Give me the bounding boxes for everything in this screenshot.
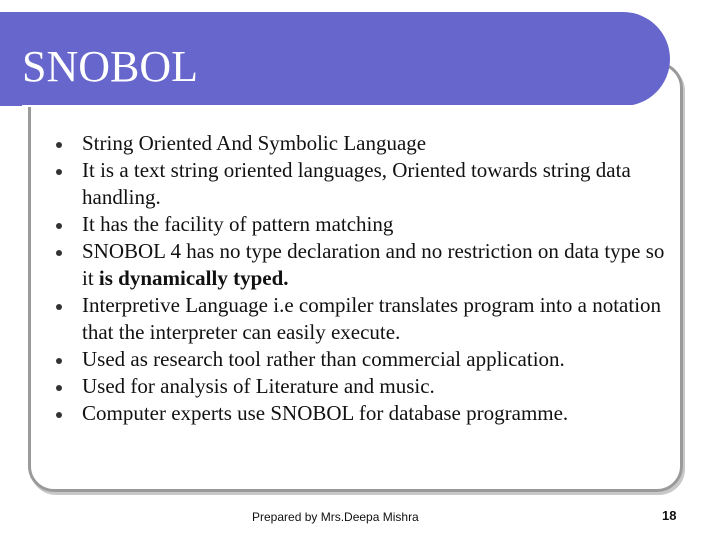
bullet-text: Used as research tool rather than commercial application. — [82, 347, 565, 371]
bullet-dot-icon — [56, 385, 62, 391]
bullet-item — [50, 238, 670, 292]
bullet-item — [50, 346, 670, 373]
bullet-item — [50, 400, 670, 427]
bullet-dot-icon — [56, 169, 62, 175]
bullet-item — [50, 373, 670, 400]
bullet-dot-icon — [56, 412, 62, 418]
bullet-text: Used for analysis of Literature and music. — [82, 374, 435, 398]
bullet-item — [50, 211, 670, 238]
bullet-text: It has the facility of pattern matching — [82, 212, 394, 236]
bullet-dot-icon — [56, 250, 62, 256]
bullet-text: Interpretive Language i.e compiler translates program into a notation that the interpreter can easily execute. — [82, 293, 662, 344]
bullet-item — [50, 130, 670, 157]
bullet-dot-icon — [56, 142, 62, 148]
page-number: 18 — [662, 508, 677, 523]
title-bar — [0, 12, 670, 106]
bullet-item — [50, 157, 670, 211]
bullet-bold-text: is dynamically typed. — [98, 266, 289, 290]
bullet-text: It is a text string oriented languages, Oriented towards string data handling. — [82, 158, 631, 209]
bullet-dot-icon — [56, 304, 62, 310]
bullet-item — [50, 292, 670, 346]
bullet-text: Computer experts use SNOBOL for database programme. — [82, 401, 569, 425]
bullet-list — [50, 130, 670, 427]
slide-title: SNOBOL — [22, 42, 199, 91]
title-underline — [22, 105, 637, 107]
slide-footer: Prepared by Mrs.Deepa Mishra — [252, 510, 419, 524]
bullet-text: String Oriented And Symbolic Language — [82, 131, 427, 155]
bullet-dot-icon — [56, 358, 62, 364]
bullet-text: SNOBOL 4 has no type declaration and no restriction on data type so it — [82, 239, 665, 290]
bullet-dot-icon — [56, 223, 62, 229]
